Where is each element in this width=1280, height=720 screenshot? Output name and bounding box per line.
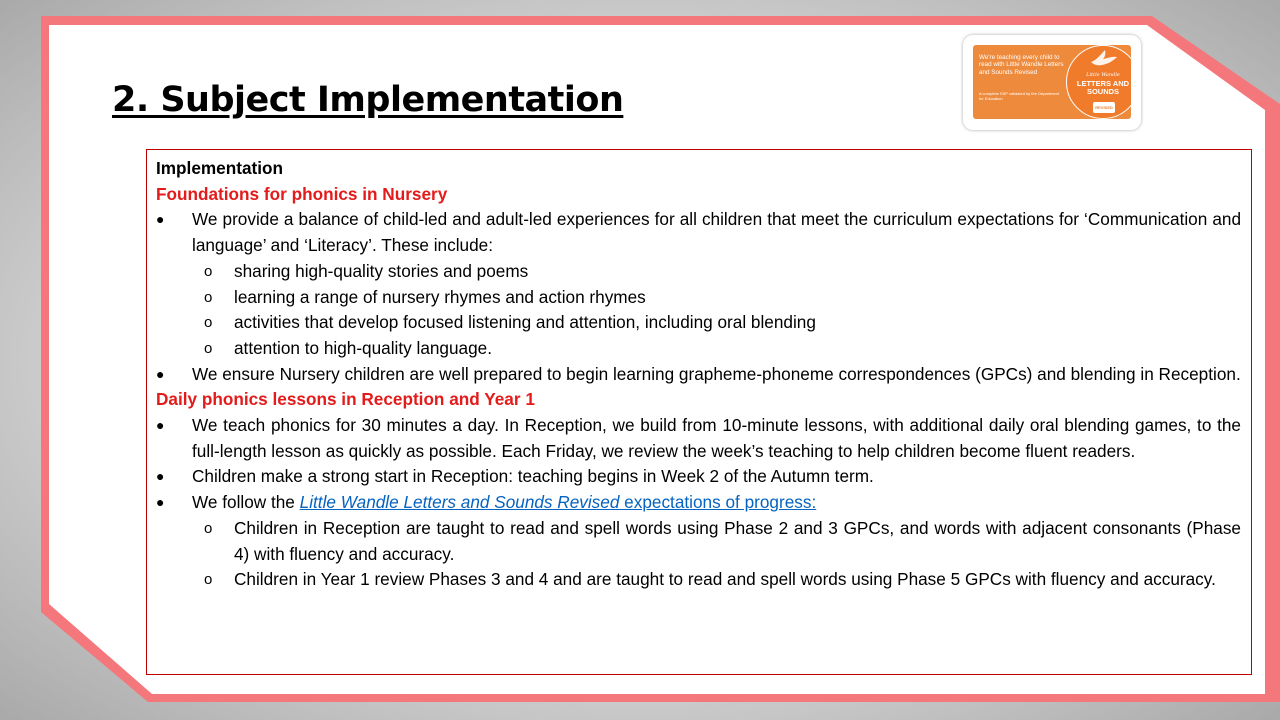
logo-circle-text: LETTERS AND SOUNDS <box>1076 79 1130 96</box>
sub-bullet-text: sharing high-quality stories and poems <box>234 260 529 281</box>
bullet-icon: ● <box>156 468 165 485</box>
bullet-icon: ● <box>156 365 165 382</box>
sub-bullet-icon: o <box>204 339 213 357</box>
sub-bullet-icon: o <box>204 314 213 332</box>
slide-title: 2. Subject Implementation <box>112 80 624 120</box>
implementation-box <box>146 149 1252 675</box>
little-wandle-link[interactable]: Little Wandle Letters and Sounds Revised <box>299 492 620 513</box>
implementation-heading: Implementation <box>156 158 284 178</box>
bullet-prefix: We follow the <box>192 492 300 513</box>
nursery-heading: Foundations for phonics in Nursery <box>156 183 448 204</box>
list-item <box>156 413 1241 464</box>
list-item <box>156 285 1241 311</box>
bullet-icon: ● <box>156 211 165 228</box>
little-wandle-logo <box>963 35 1141 130</box>
logo-panel <box>973 45 1131 119</box>
bullet-text: Children make a strong start in Reception: teaching begins in Week 2 of the Autumn term. <box>192 466 874 487</box>
sub-bullet-icon: o <box>204 571 213 589</box>
list-item <box>156 567 1241 593</box>
sub-bullet-text: activities that develop focused listening and attention, including oral blending <box>234 312 816 333</box>
reception-heading: Daily phonics lessons in Reception and Year 1 <box>156 389 535 410</box>
sub-bullet-icon: o <box>204 519 213 537</box>
list-item <box>156 362 1241 388</box>
logo-subtext: A complete SSP validated by the Department for Education <box>979 91 1059 101</box>
list-item <box>156 207 1241 258</box>
sub-bullet-text: Children in Year 1 review Phases 3 and 4 and are taught to read and spell words using Phase 5 GPCs with fluency and accuracy. <box>234 569 1216 590</box>
list-item <box>156 310 1241 336</box>
bullet-text: We ensure Nursery children are well prepared to begin learning grapheme-phoneme correspondences (GPCs) and blending in Reception. <box>192 363 1241 384</box>
bullet-text: We provide a balance of child-led and adult-led experiences for all children that meet the curriculum expectations for ‘Communication and language’ and ‘Literacy’. These include: <box>192 209 1241 256</box>
sub-bullet-icon: o <box>204 262 213 280</box>
list-item <box>156 516 1241 567</box>
sub-bullet-text: learning a range of nursery rhymes and action rhymes <box>234 286 646 307</box>
list-item <box>156 336 1241 362</box>
logo-circle <box>1066 45 1131 119</box>
logo-brand: Little Wandle <box>1086 72 1120 78</box>
list-item <box>156 464 1241 490</box>
logo-badge: REVISED <box>1093 102 1115 113</box>
expectations-link[interactable]: expectations of progress: <box>619 492 817 513</box>
bird-icon <box>1089 48 1119 70</box>
list-item <box>156 259 1241 285</box>
logo-tagline: We're teaching every child to read with Little Wandle Letters and Sounds Revised <box>979 54 1064 76</box>
sub-bullet-icon: o <box>204 288 213 306</box>
bullet-text <box>192 490 1241 516</box>
bullet-icon: ● <box>156 417 165 434</box>
sub-bullet-text: attention to high-quality language. <box>234 337 493 358</box>
bullet-icon: ● <box>156 494 165 511</box>
bullet-text: We teach phonics for 30 minutes a day. In Reception, we build from 10-minute lessons, with additional daily oral blending games, to the full-length lesson as quickly as possible. Each Friday, we review the week’s teaching to help children become fluent readers. <box>192 415 1241 461</box>
list-item <box>156 490 1241 516</box>
sub-bullet-text: Children in Reception are taught to read and spell words using Phase 2 and 3 GPCs, and words with adjacent consonants (Phase 4) with fluency and accuracy. <box>234 517 1241 564</box>
